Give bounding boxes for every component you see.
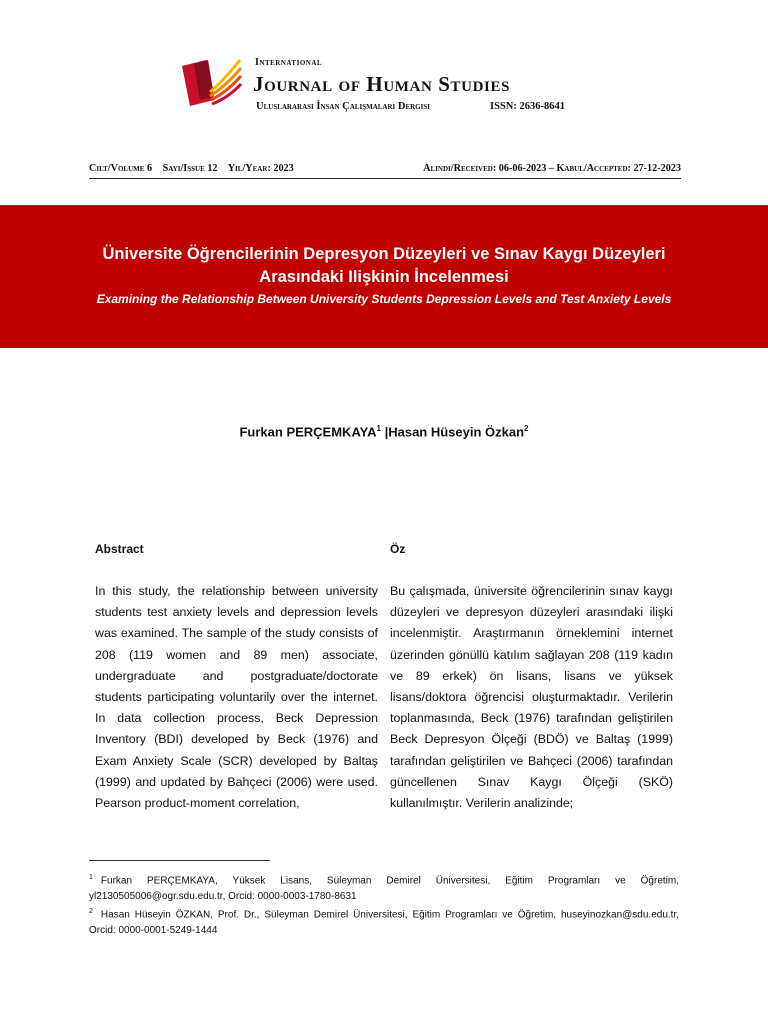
- abstract-column: [95, 542, 378, 814]
- author-2: Hasan Hüseyin Özkan: [388, 424, 525, 440]
- footnote-rule: [89, 860, 270, 861]
- footnote-1: [89, 870, 679, 904]
- issue: Sayı/Issue 12: [162, 163, 218, 174]
- oz-text: Bu çalışmada, üniversite öğrencilerinin sınav kaygı düzeyleri ve depresyon düzeyleri arasındaki ilişki incelenmiştir. Araştırmanın örneklemini internet üzerinden gönüllü katılım sağlayan 208 (119 kadın ve 89 erkek) ön lisans, lisans ve yüksek lisans/doktora öğrencisi oluşturmaktadır. Verilerin toplanmasında, Beck (1976) tarafından geliştirilen Beck Depresyon Ölçeği (BDÖ) ve Baltaş (1999) tarafından geliştirilen ve Bahçeci (2006) tarafından güncellenen Sınav Kaygı Ölçeği (SKÖ) kullanılmıştır. Verilerin analizinde;: [390, 584, 673, 811]
- footnote-2-text: Hasan Hüseyin ÖZKAN, Prof. Dr., Süleyman Demirel Üniversitesi, Eğitim Programları ve Öğretim, huseyinozkan@sdu.edu.tr, Orcid: 0000-0001-5249-1444: [89, 909, 679, 937]
- year: Yıl/Year: 2023: [227, 163, 294, 174]
- journal-title: Journal of Human Studies: [253, 72, 511, 96]
- footnote-2-mark: 2: [89, 908, 93, 916]
- footnote-1-mark: 1: [89, 874, 93, 881]
- footnote-1-text: Furkan PERÇEMKAYA, Yüksek Lisans, Süleyman Demirel Üniversitesi, Eğitim Programları ve Öğretim, yl2130505006@ogr.sdu.edu.tr, Orcid: 0000-0003-1780-8631: [89, 875, 679, 902]
- header-rule: [89, 178, 681, 179]
- article-title-tr: Üniversite Öğrencilerinin Depresyon Düzeyleri ve Sınav Kaygı Düzeyleri Arasındaki Ilişkinin İncelenmesi: [102, 245, 666, 286]
- volume: Cilt/Volume 6: [89, 163, 153, 174]
- article-title-en: Examining the Relationship Between University Students Depression Levels and Test Anxiety Levels: [96, 292, 672, 306]
- journal-logo-icon: [180, 56, 242, 108]
- author-1-mark: 1: [376, 424, 381, 433]
- oz-heading: Öz: [390, 542, 406, 556]
- author-separator: |: [380, 424, 389, 440]
- abstract-heading: Abstract: [95, 542, 144, 556]
- footnote-2: [89, 904, 679, 938]
- author-1: Furkan PERÇEMKAYA: [239, 424, 377, 440]
- issue-meta-left: [89, 163, 302, 174]
- footnotes: [89, 870, 679, 939]
- oz-column: [390, 542, 673, 814]
- abstract-text: In this study, the relationship between university students test anxiety levels and depression levels was examined. The sample of the study consists of 208 (119 women and 89 men) associate, undergraduate and postgraduate/doctorate students participating voluntarily over the internet. In data collection process, Beck Depression Inventory (BDI) developed by Beck (1976) and Exam Anxiety Scale (SCR) developed by Baltaş (1999) and updated by Bahçeci (2006) were used. Pearson product-moment correlation,: [95, 584, 378, 811]
- journal-subtitle: Uluslararası İnsan Çalışmaları Dergisi: [256, 101, 430, 112]
- issn: ISSN: 2636-8641: [490, 101, 565, 112]
- issue-meta-line: [89, 163, 681, 174]
- title-banner: [0, 205, 768, 348]
- received-accepted-dates: Alındı/Received: 06-06-2023 – Kabul/Accepted: 27-12-2023: [423, 163, 681, 174]
- journal-international-label: International: [255, 57, 323, 68]
- author-2-mark: 2: [524, 424, 529, 433]
- author-line: [0, 424, 768, 439]
